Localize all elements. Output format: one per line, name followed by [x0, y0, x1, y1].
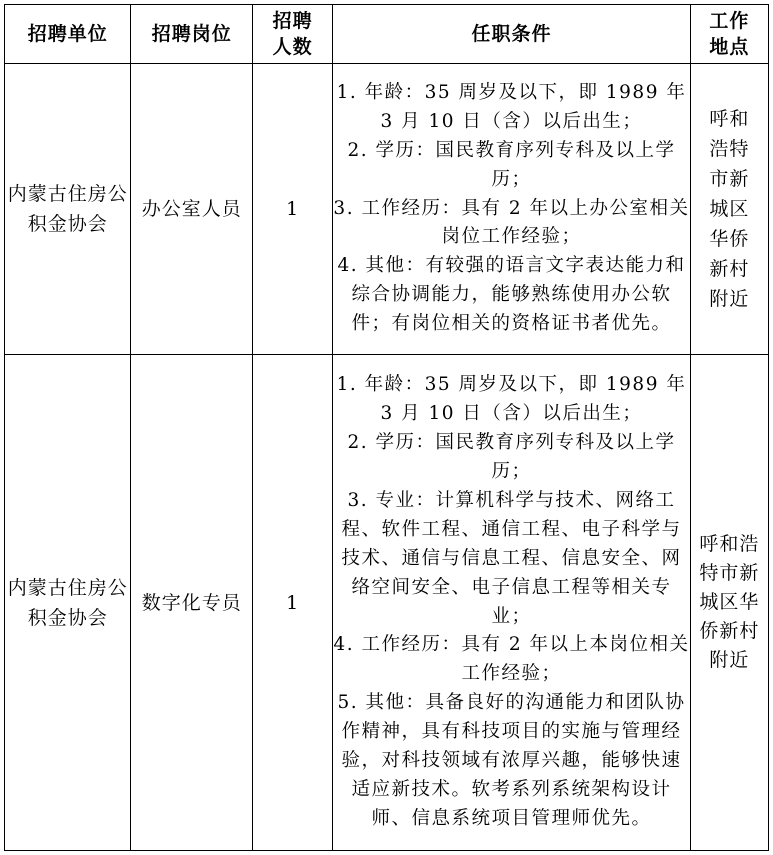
cell-count: 1	[252, 64, 332, 355]
cell-unit: 内蒙古住房公积金协会	[5, 355, 131, 851]
table-row	[5, 64, 769, 355]
cell-location: 呼和浩特市新城区华侨新村附近	[690, 355, 768, 851]
cell-requirements	[333, 64, 690, 355]
requirement-item: 5. 其他：具备良好的沟通能力和团队协作精神，具有科技项目的实施与管理经验，对科技领域有浓厚兴趣，能够快速适应新技术。软考系列系统架构设计师、信息系统项目管理师优先。	[337, 692, 686, 829]
requirement-item: 2. 学历：国民教育序列专科及以上学历；	[347, 139, 676, 190]
cell-requirements	[333, 355, 690, 851]
cell-count: 1	[252, 355, 332, 851]
requirement-item: 2. 学历：国民教育序列专科及以上学历；	[347, 432, 676, 482]
header-unit: 招聘单位	[5, 5, 131, 64]
requirement-item: 1. 年龄：35 周岁及以下，即 1989 年 3 月 10 日（含）以后出生；	[336, 81, 687, 132]
header-location: 工作地点	[690, 5, 768, 64]
header-count: 招聘人数	[252, 5, 332, 64]
requirement-item: 3. 工作经历：具有 2 年以上办公室相关岗位工作经验；	[333, 197, 690, 248]
requirement-item: 3. 专业：计算机科学与技术、网络工程、软件工程、通信工程、电子科学与技术、通信与信息工程、信息安全、网络空间安全、电子信息工程等相关专业；	[341, 489, 682, 627]
requirement-item: 1. 年龄：35 周岁及以下，即 1989 年 3 月 10 日（含）以后出生；	[336, 374, 687, 425]
cell-location: 呼和浩特市新城区华侨新村附近	[690, 64, 768, 355]
header-position: 招聘岗位	[131, 5, 252, 64]
header-requirements: 任职条件	[333, 5, 690, 64]
cell-position: 办公室人员	[131, 64, 252, 355]
table-row	[5, 355, 769, 851]
requirement-item: 4. 工作经历：具有 2 年以上本岗位相关工作经验；	[333, 634, 690, 685]
cell-position: 数字化专员	[131, 355, 252, 851]
table-header-row	[5, 5, 769, 64]
cell-unit: 内蒙古住房公积金协会	[5, 64, 131, 355]
requirement-item: 4. 其他：有较强的语言文字表达能力和综合协调能力，能够熟练使用办公软件；有岗位相关的资格证书者优先。	[337, 255, 686, 335]
recruitment-table	[4, 4, 769, 851]
